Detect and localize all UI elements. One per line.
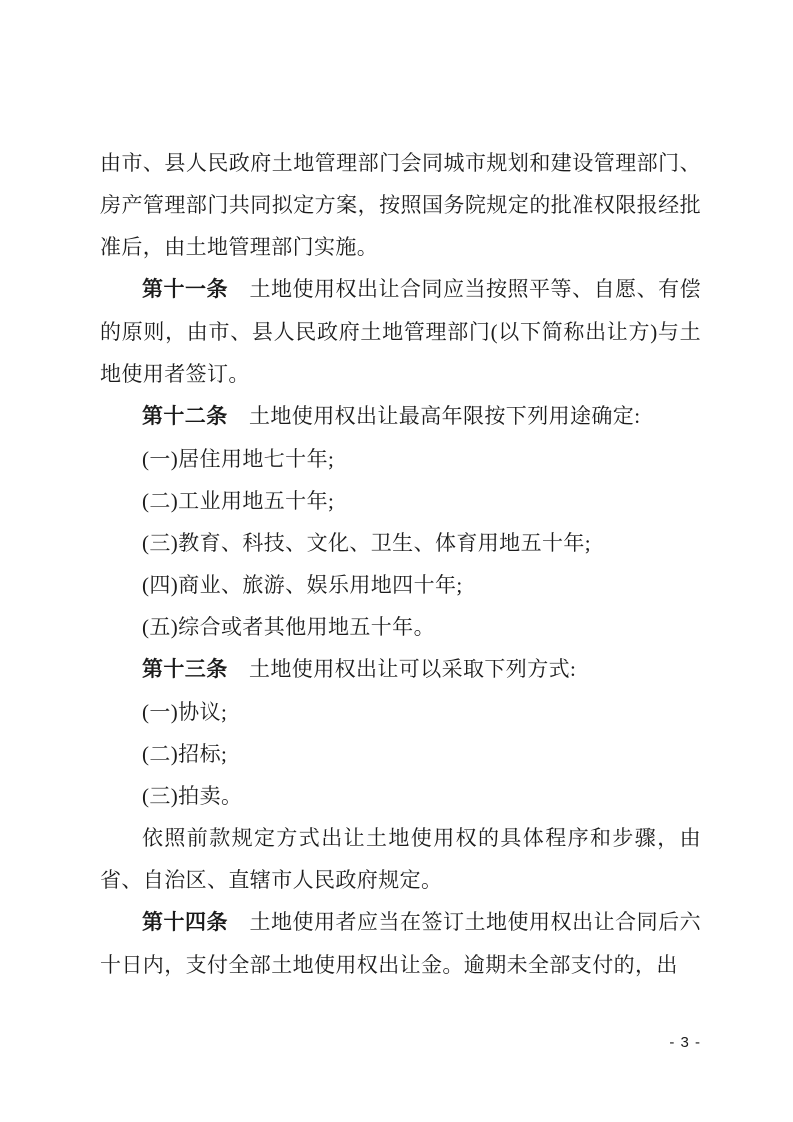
list-item-5 <box>100 606 701 648</box>
article-13-paragraph <box>100 648 701 691</box>
list-item-3 <box>100 775 701 817</box>
article-number-label: 第十三条 <box>142 658 228 681</box>
page-number: - 3 - <box>669 1034 701 1051</box>
paragraph-text: (二)招标; <box>142 742 228 766</box>
list-item-1 <box>100 691 701 733</box>
paragraph-text: 土地使用权出让合同应当按照平等、自愿、有偿的原则，由市、县人民政府土地管理部门(以下简称出让方)与土地使用者签订。 <box>100 277 701 386</box>
paragraph <box>100 817 701 901</box>
paragraph-text: 依照前款规定方式出让土地使用权的具体程序和步骤，由省、自治区、直辖市人民政府规定。 <box>100 826 701 892</box>
list-item-1 <box>100 438 701 480</box>
article-number-label: 第十四条 <box>142 911 229 934</box>
document-body <box>100 142 701 986</box>
article-11-paragraph <box>100 268 701 395</box>
paragraph-text: 土地使用者应当在签订土地使用权出让合同后六十日内，支付全部土地使用权出让金。逾期未全部支付的，出 <box>100 910 701 977</box>
list-item-3 <box>100 522 701 564</box>
paragraph-text: 土地使用权出让最高年限按下列用途确定: <box>227 404 641 428</box>
list-item-2 <box>100 480 701 522</box>
article-number-label: 第十二条 <box>142 405 228 428</box>
article-number-label: 第十一条 <box>142 278 229 301</box>
article-12-paragraph <box>100 395 701 438</box>
paragraph-text: (四)商业、旅游、娱乐用地四十年; <box>142 573 463 597</box>
list-item-2 <box>100 733 701 775</box>
article-14-paragraph <box>100 901 701 986</box>
paragraph-continuation <box>100 142 701 268</box>
paragraph-text: (一)居住用地七十年; <box>142 447 335 471</box>
paragraph-text: (二)工业用地五十年; <box>142 489 335 513</box>
paragraph-text: (三)教育、科技、文化、卫生、体育用地五十年; <box>142 531 592 555</box>
paragraph-text: (一)协议; <box>142 700 228 724</box>
paragraph-text: (五)综合或者其他用地五十年。 <box>142 615 435 639</box>
list-item-4 <box>100 564 701 606</box>
paragraph-text: 土地使用权出让可以采取下列方式: <box>227 657 577 681</box>
paragraph-text: (三)拍卖。 <box>142 784 243 808</box>
paragraph-text: 由市、县人民政府土地管理部门会同城市规划和建设管理部门、房产管理部门共同拟定方案，按照国务院规定的批准权限报经批准后，由土地管理部门实施。 <box>100 151 701 259</box>
